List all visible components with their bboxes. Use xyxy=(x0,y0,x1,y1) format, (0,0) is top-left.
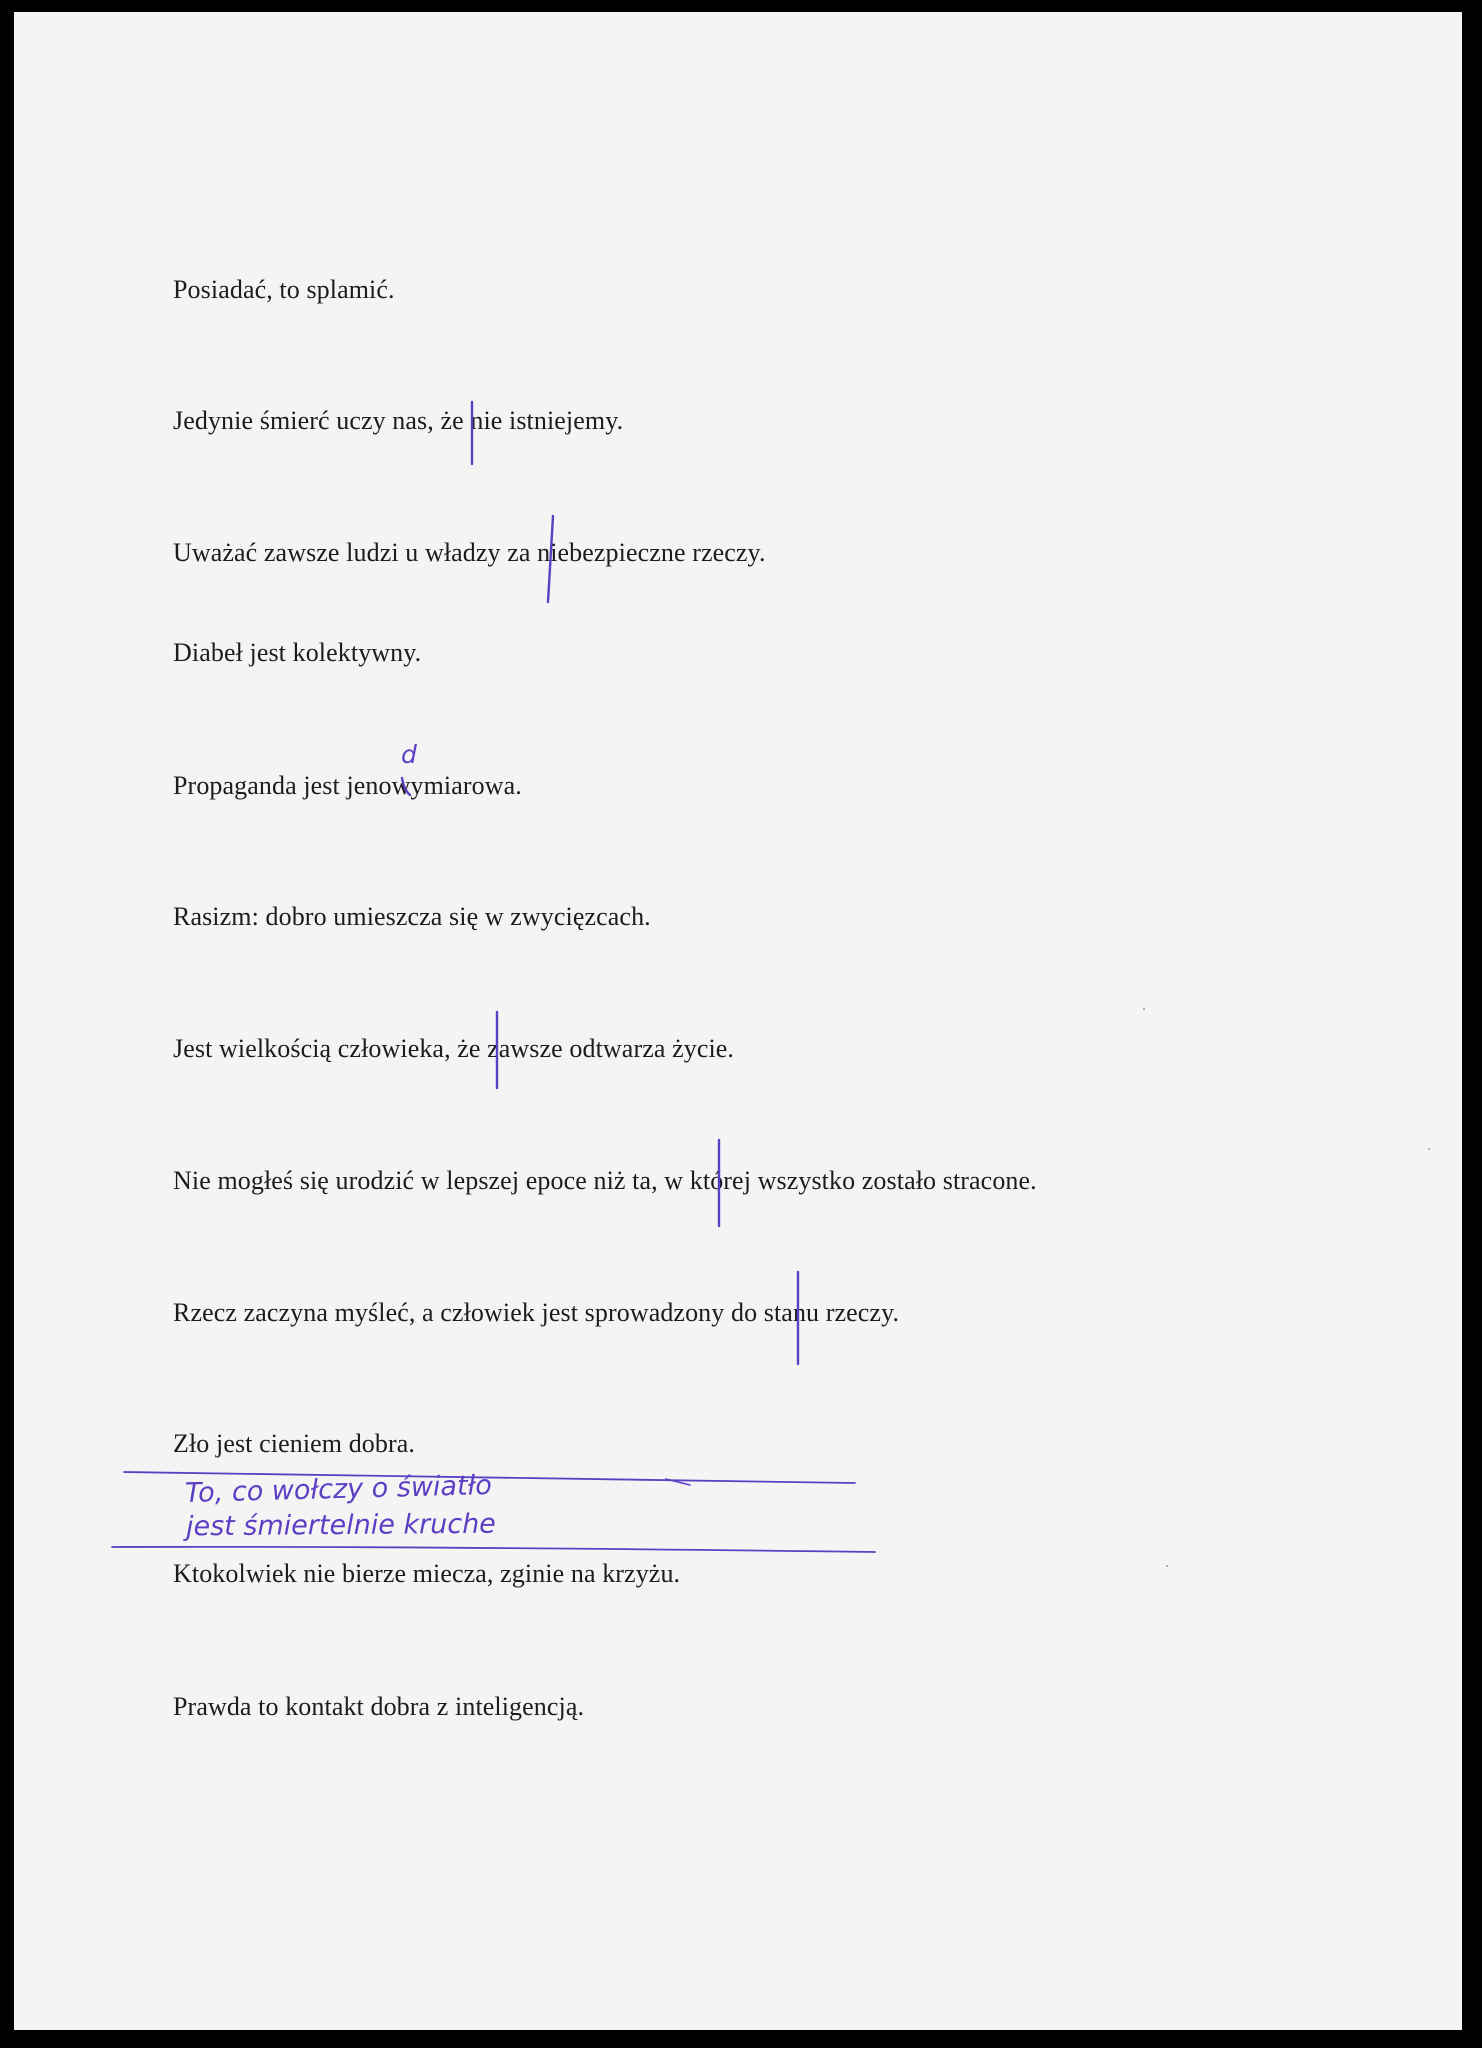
paper-speck xyxy=(1428,1148,1430,1150)
aphorism-12: Prawda to kontakt dobra z inteligencją. xyxy=(173,1692,585,1721)
aphorism-3: Uważać zawsze ludzi u władzy za niebezpieczne rzeczy. xyxy=(173,538,766,567)
aphorism-11: Ktokolwiek nie bierze miecza, zginie na krzyżu. xyxy=(173,1559,681,1588)
aphorism-8: Nie mogłeś się urodzić w lepszej epoce niż ta, w której wszystko zostało stracone. xyxy=(173,1166,1037,1195)
document-page xyxy=(14,12,1462,2030)
handwritten-note-line-2: jest śmiertelnie kruche xyxy=(185,1508,496,1543)
aphorism-1: Posiadać, to splamić. xyxy=(173,275,395,304)
aphorism-7: Jest wielkością człowieka, że zawsze odtwarza życie. xyxy=(173,1034,735,1063)
handwritten-note-line-1: To, co wołczy o światło xyxy=(184,1469,493,1510)
paper-speck xyxy=(1166,1565,1168,1567)
aphorism-10: Zło jest cieniem dobra. xyxy=(173,1429,415,1458)
handwritten-insertion-letter: d xyxy=(401,740,417,769)
aphorism-5: Propaganda jest jenowymiarowa. xyxy=(173,771,522,800)
aphorism-4: Diabeł jest kolektywny. xyxy=(173,638,422,667)
aphorism-9: Rzecz zaczyna myśleć, a człowiek jest sprowadzony do stanu rzeczy. xyxy=(173,1298,900,1327)
aphorism-6: Rasizm: dobro umieszcza się w zwycięzcach. xyxy=(173,902,651,931)
paper-speck xyxy=(1143,1008,1145,1010)
aphorism-2: Jedynie śmierć uczy nas, że nie istniejemy. xyxy=(173,406,624,435)
